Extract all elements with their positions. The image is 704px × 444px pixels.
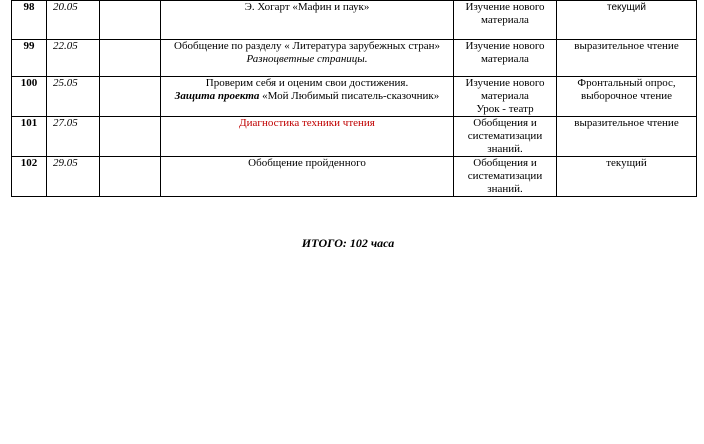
lesson-number: 99 — [12, 40, 47, 77]
lesson-type — [454, 157, 557, 197]
control-line: выборочное чтение — [581, 90, 672, 102]
lesson-type-line: знаний. — [487, 183, 523, 195]
lesson-topic-sub: Разноцветные страницы. — [246, 53, 368, 65]
lesson-topic — [161, 77, 454, 117]
lessons-table — [11, 0, 697, 197]
control-type — [557, 77, 697, 117]
empty-cell — [100, 77, 161, 117]
lesson-number: 98 — [12, 1, 47, 40]
control-type: текущий — [557, 157, 697, 197]
lesson-date: 22.05 — [47, 40, 100, 77]
table-row — [12, 40, 697, 77]
empty-cell — [100, 1, 161, 40]
lesson-type — [454, 77, 557, 117]
lesson-date: 27.05 — [47, 117, 100, 157]
lesson-type-line: Изучение нового — [465, 77, 545, 89]
lesson-type-line: систематизации — [467, 170, 543, 182]
lesson-topic-main: Проверим себя и оценим свои достижения. — [205, 77, 409, 89]
lesson-type-line: материала — [481, 14, 529, 26]
control-type: текущий — [557, 1, 697, 40]
empty-cell — [100, 40, 161, 77]
lesson-topic — [161, 40, 454, 77]
project-title: «Мой Любимый писатель-сказочник» — [259, 90, 440, 102]
lesson-type-line: систематизации — [467, 130, 543, 142]
control-line: Фронтальный опрос, — [577, 77, 676, 89]
total-hours: ИТОГО: 102 часа — [301, 236, 395, 250]
table-row — [12, 117, 697, 157]
control-type: выразительное чтение — [557, 40, 697, 77]
lesson-type-line: Изучение нового — [465, 1, 545, 13]
lesson-type-line: материала — [481, 53, 529, 65]
lesson-type-line: Обобщения и — [473, 157, 537, 169]
lesson-number: 100 — [12, 77, 47, 117]
lesson-type — [454, 40, 557, 77]
lesson-date: 20.05 — [47, 1, 100, 40]
lesson-type-line: Изучение нового — [465, 40, 545, 52]
lesson-number: 101 — [12, 117, 47, 157]
lesson-type — [454, 1, 557, 40]
project-label: Защита проекта — [174, 90, 260, 102]
lesson-type-line: Обобщения и — [473, 117, 537, 129]
lesson-topic: Э. Хогарт «Мафин и паук» — [161, 1, 454, 40]
lesson-type-line: знаний. — [487, 143, 523, 155]
table-row — [12, 77, 697, 117]
table-row — [12, 157, 697, 197]
lesson-type — [454, 117, 557, 157]
control-type: выразительное чтение — [557, 117, 697, 157]
lesson-number: 102 — [12, 157, 47, 197]
table-row — [12, 1, 697, 40]
empty-cell — [100, 157, 161, 197]
lesson-type-line: Урок - театр — [476, 103, 534, 115]
lesson-type-line: материала — [481, 90, 529, 102]
lesson-date: 25.05 — [47, 77, 100, 117]
lesson-date: 29.05 — [47, 157, 100, 197]
lesson-topic: Диагностика техники чтения — [161, 117, 454, 157]
empty-cell — [100, 117, 161, 157]
lesson-topic: Обобщение пройденного — [161, 157, 454, 197]
lesson-topic-main: Обобщение по разделу « Литература зарубежных стран» — [174, 40, 440, 52]
